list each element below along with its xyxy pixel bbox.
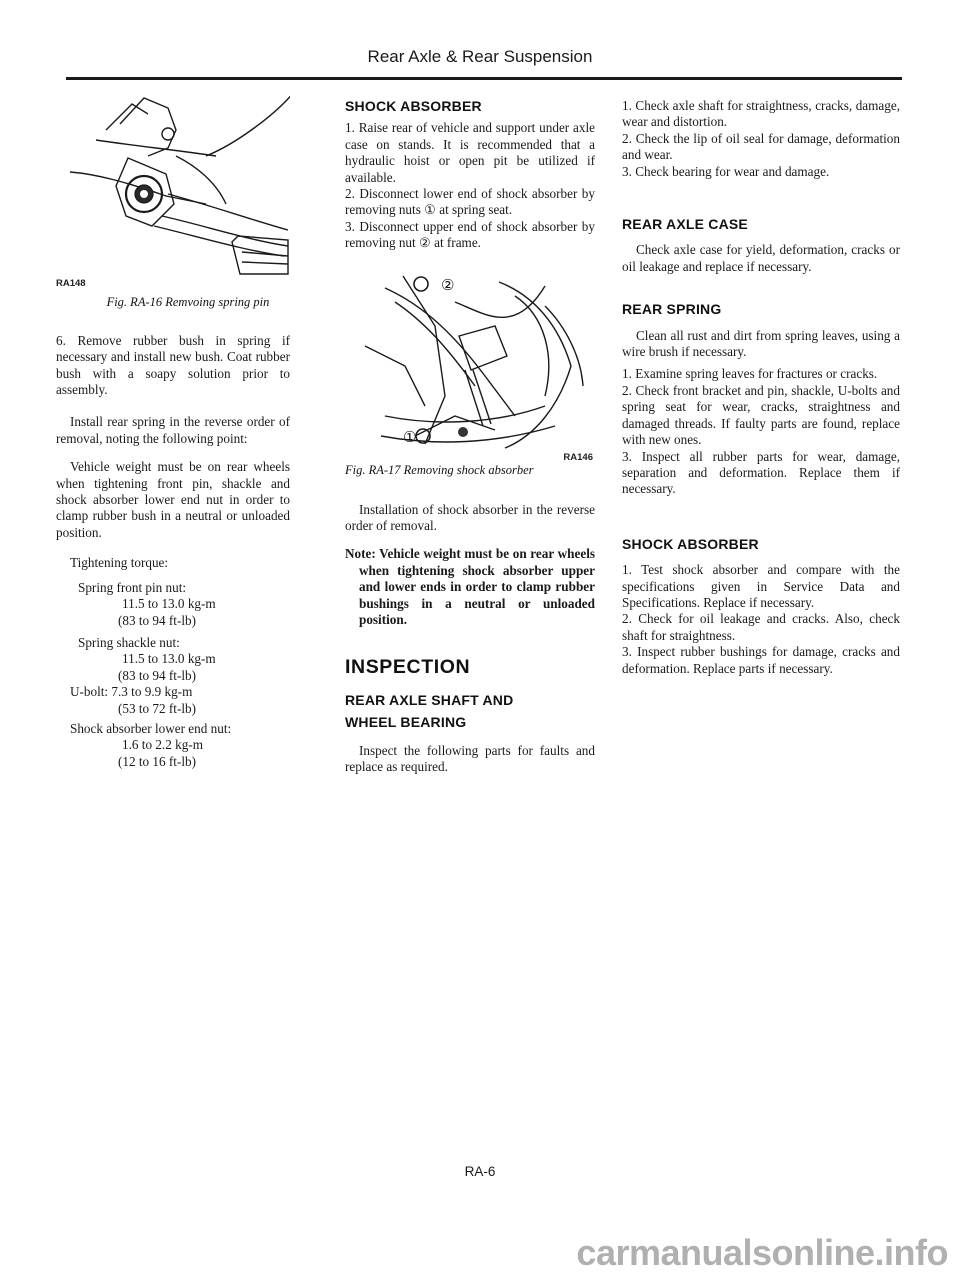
rear-spring-intro: Clean all rust and dirt from spring leaves, using a wire brush if necessary. — [622, 327, 900, 360]
rear-spring-item: 1. Examine spring leaves for fractures or cracks. — [622, 366, 878, 382]
shock-inspection-item: 3. Inspect rubber bushings for damage, cracks and deformation. Replace parts if necessary. — [622, 644, 900, 676]
rear-spring-item: 2. Check front bracket and pin, shackle, U-bolts and spring seat for wear, cracks, straightness and damaged threads. If faulty parts are found, replace with new ones. — [622, 382, 900, 448]
install-spring-text: Install rear spring in the reverse order of removal, noting the following point: — [56, 414, 290, 446]
torque-value: 11.5 to 13.0 kg-m — [122, 651, 216, 667]
header-rule — [66, 77, 902, 80]
vehicle-weight-note: Vehicle weight must be on rear wheels when tightening front pin, shackle and shock absorber lower end nut in order to clamp rubber bush in a neutral or unloaded position. — [56, 459, 290, 540]
shock-inspection-item: 2. Check for oil leakage and cracks. Also, check shaft for straightness. — [622, 611, 900, 643]
inspect-intro-text: Inspect the following parts for faults and replace as required. — [345, 742, 595, 775]
torque-value: (83 to 94 ft-lb) — [118, 667, 197, 683]
column-right — [622, 98, 900, 677]
torque-value: (12 to 16 ft-lb) — [118, 753, 197, 769]
nut-lower-right — [458, 427, 468, 437]
shock-step-1: 1. Raise rear of vehicle and support under axle case on stands. It is recommended that a hydraulic hoist or open pit be utilized if available. — [345, 120, 595, 185]
callout-1: ① — [403, 427, 417, 446]
callout-2: ② — [441, 275, 455, 294]
torque-value: (83 to 94 ft-lb) — [118, 612, 197, 628]
shock-install-text: Installation of shock absorber in the reverse order of removal. — [345, 501, 595, 534]
page-number: RA-6 — [464, 1164, 496, 1179]
figure-17-caption: Fig. RA-17 Removing shock absorber — [345, 462, 534, 477]
inspection-heading: INSPECTION — [345, 655, 471, 678]
torque-name: U-bolt: 7.3 to 9.9 kg-m — [70, 684, 193, 700]
rear-axle-case-heading: REAR AXLE CASE — [622, 216, 748, 233]
axle-shaft-item: 2. Check the lip of oil seal for damage, deformation and wear. — [622, 130, 900, 163]
figure-16-id: RA148 — [56, 278, 86, 290]
axle-shaft-item: 1. Check axle shaft for straightness, cracks, damage, wear and distortion. — [622, 98, 900, 130]
torque-value: (53 to 72 ft-lb) — [118, 700, 197, 716]
torque-name: Spring front pin nut: — [78, 579, 187, 595]
rear-spring-heading: REAR SPRING — [622, 301, 722, 318]
torque-list — [56, 580, 290, 770]
torque-name: Spring shackle nut: — [78, 634, 180, 650]
shock-step-3: 3. Disconnect upper end of shock absorber by removing nut ② at frame. — [345, 218, 595, 251]
step-6-text: 6. Remove rubber bush in spring if necessary and install new bush. Coat rubber bush with a soapy solution prior to assembly. — [56, 332, 290, 398]
watermark: carmanualsonline.info — [576, 1232, 948, 1273]
rear-axle-case-text: Check axle case for yield, deformation, cracks or oil leakage and replace if necessary. — [622, 242, 900, 274]
spring-pin-illustration — [56, 86, 290, 282]
shock-inspection-heading: SHOCK ABSORBER — [622, 535, 759, 552]
figure-17 — [345, 266, 595, 478]
torque-value: 11.5 to 13.0 kg-m — [122, 596, 216, 612]
figure-16-caption: Fig. RA-16 Remvoing spring pin — [106, 295, 270, 310]
rear-axle-shaft-heading: REAR AXLE SHAFT AND WHEEL BEARING — [345, 691, 514, 730]
axle-shaft-item: 3. Check bearing for wear and damage. — [622, 163, 830, 179]
torque-name: Shock absorber lower end nut: — [70, 720, 232, 736]
column-left — [56, 86, 290, 770]
page-header-title: Rear Axle & Rear Suspension — [367, 47, 593, 66]
torque-value: 1.6 to 2.2 kg-m — [122, 737, 203, 753]
pin-bolt-head — [140, 190, 148, 198]
torque-label: Tightening torque: — [70, 555, 169, 571]
shock-absorber-illustration — [345, 266, 595, 456]
figure-17-id: RA146 — [563, 451, 593, 463]
shock-inspection-item: 1. Test shock absorber and compare with the specifications given in Service Data and Specifications. Replace if necessary. — [622, 562, 900, 610]
shock-step-2: 2. Disconnect lower end of shock absorber by removing nuts ① at spring seat. — [345, 186, 595, 218]
shock-absorber-heading: SHOCK ABSORBER — [345, 98, 482, 114]
nut-2 — [414, 277, 428, 291]
rear-spring-item: 3. Inspect all rubber parts for wear, damage, separation and deformation. Replace them if necessary. — [622, 448, 900, 497]
shock-install-note: Note: Vehicle weight must be on rear wheels when tightening shock absorber upper and lower ends in order to clamp rubber bushings in a neutral or unloaded position. — [345, 546, 595, 628]
column-middle — [345, 98, 595, 776]
nut-upper — [162, 128, 174, 140]
